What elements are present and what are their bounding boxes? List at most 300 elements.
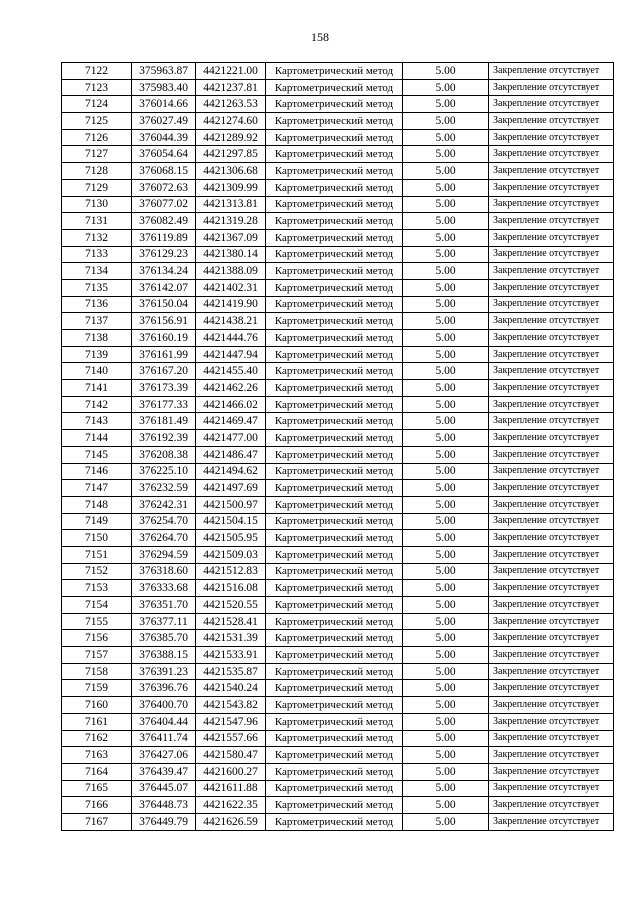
cell-point-number: 7141 bbox=[62, 380, 132, 397]
table-row bbox=[62, 229, 614, 246]
cell-accuracy: 5.00 bbox=[403, 263, 489, 280]
cell-accuracy: 5.00 bbox=[403, 597, 489, 614]
cell-coord-y: 4421274.60 bbox=[196, 113, 266, 130]
cell-coord-y: 4421388.09 bbox=[196, 263, 266, 280]
table-row bbox=[62, 413, 614, 430]
cell-coord-y: 4421580.47 bbox=[196, 747, 266, 764]
cell-method: Картометрический метод bbox=[266, 747, 403, 764]
cell-coord-y: 4421444.76 bbox=[196, 330, 266, 347]
cell-coord-x: 376150.04 bbox=[132, 296, 196, 313]
cell-coord-x: 376072.63 bbox=[132, 179, 196, 196]
cell-coord-x: 376445.07 bbox=[132, 780, 196, 797]
table-row bbox=[62, 113, 614, 130]
cell-fixation: Закрепление отсутствует bbox=[489, 330, 614, 347]
cell-accuracy: 5.00 bbox=[403, 146, 489, 163]
cell-fixation: Закрепление отсутствует bbox=[489, 713, 614, 730]
cell-point-number: 7157 bbox=[62, 647, 132, 664]
cell-method: Картометрический метод bbox=[266, 713, 403, 730]
cell-coord-x: 376225.10 bbox=[132, 463, 196, 480]
cell-coord-x: 376439.47 bbox=[132, 763, 196, 780]
cell-fixation: Закрепление отсутствует bbox=[489, 63, 614, 80]
cell-coord-x: 375983.40 bbox=[132, 79, 196, 96]
cell-coord-y: 4421547.96 bbox=[196, 713, 266, 730]
cell-fixation: Закрепление отсутствует bbox=[489, 363, 614, 380]
coordinates-table bbox=[61, 62, 614, 831]
cell-coord-x: 376173.39 bbox=[132, 380, 196, 397]
cell-method: Картометрический метод bbox=[266, 179, 403, 196]
table-row bbox=[62, 330, 614, 347]
cell-method: Картометрический метод bbox=[266, 213, 403, 230]
cell-coord-y: 4421600.27 bbox=[196, 763, 266, 780]
cell-coord-y: 4421505.95 bbox=[196, 530, 266, 547]
cell-fixation: Закрепление отсутствует bbox=[489, 680, 614, 697]
cell-method: Картометрический метод bbox=[266, 263, 403, 280]
cell-coord-x: 376077.02 bbox=[132, 196, 196, 213]
cell-method: Картометрический метод bbox=[266, 96, 403, 113]
cell-method: Картометрический метод bbox=[266, 813, 403, 830]
cell-coord-x: 376333.68 bbox=[132, 580, 196, 597]
cell-fixation: Закрепление отсутствует bbox=[489, 113, 614, 130]
cell-coord-x: 376129.23 bbox=[132, 246, 196, 263]
cell-fixation: Закрепление отсутствует bbox=[489, 146, 614, 163]
cell-method: Картометрический метод bbox=[266, 413, 403, 430]
cell-coord-y: 4421504.15 bbox=[196, 513, 266, 530]
table-row bbox=[62, 96, 614, 113]
cell-accuracy: 5.00 bbox=[403, 680, 489, 697]
cell-point-number: 7125 bbox=[62, 113, 132, 130]
table-row bbox=[62, 396, 614, 413]
cell-accuracy: 5.00 bbox=[403, 563, 489, 580]
cell-point-number: 7136 bbox=[62, 296, 132, 313]
cell-coord-y: 4421438.21 bbox=[196, 313, 266, 330]
cell-fixation: Закрепление отсутствует bbox=[489, 179, 614, 196]
cell-accuracy: 5.00 bbox=[403, 430, 489, 447]
cell-coord-x: 376427.06 bbox=[132, 747, 196, 764]
cell-method: Картометрический метод bbox=[266, 279, 403, 296]
cell-point-number: 7139 bbox=[62, 346, 132, 363]
cell-coord-x: 376411.74 bbox=[132, 730, 196, 747]
cell-accuracy: 5.00 bbox=[403, 380, 489, 397]
cell-method: Картометрический метод bbox=[266, 730, 403, 747]
table-row bbox=[62, 513, 614, 530]
cell-point-number: 7150 bbox=[62, 530, 132, 547]
cell-coord-y: 4421512.83 bbox=[196, 563, 266, 580]
cell-method: Картометрический метод bbox=[266, 563, 403, 580]
cell-fixation: Закрепление отсутствует bbox=[489, 96, 614, 113]
cell-accuracy: 5.00 bbox=[403, 513, 489, 530]
cell-point-number: 7152 bbox=[62, 563, 132, 580]
cell-coord-y: 4421516.08 bbox=[196, 580, 266, 597]
cell-coord-x: 376027.49 bbox=[132, 113, 196, 130]
cell-method: Картометрический метод bbox=[266, 396, 403, 413]
table-row bbox=[62, 363, 614, 380]
cell-fixation: Закрепление отсутствует bbox=[489, 296, 614, 313]
cell-fixation: Закрепление отсутствует bbox=[489, 213, 614, 230]
cell-point-number: 7155 bbox=[62, 613, 132, 630]
cell-point-number: 7154 bbox=[62, 597, 132, 614]
table-row bbox=[62, 380, 614, 397]
cell-accuracy: 5.00 bbox=[403, 647, 489, 664]
cell-fixation: Закрепление отсутствует bbox=[489, 79, 614, 96]
cell-coord-y: 4421535.87 bbox=[196, 663, 266, 680]
cell-coord-y: 4421313.81 bbox=[196, 196, 266, 213]
cell-accuracy: 5.00 bbox=[403, 747, 489, 764]
cell-point-number: 7138 bbox=[62, 330, 132, 347]
cell-point-number: 7123 bbox=[62, 79, 132, 96]
table-row bbox=[62, 813, 614, 830]
cell-point-number: 7144 bbox=[62, 430, 132, 447]
cell-method: Картометрический метод bbox=[266, 313, 403, 330]
cell-fixation: Закрепление отсутствует bbox=[489, 380, 614, 397]
cell-accuracy: 5.00 bbox=[403, 413, 489, 430]
cell-fixation: Закрепление отсутствует bbox=[489, 613, 614, 630]
cell-fixation: Закрепление отсутствует bbox=[489, 546, 614, 563]
cell-fixation: Закрепление отсутствует bbox=[489, 463, 614, 480]
cell-accuracy: 5.00 bbox=[403, 580, 489, 597]
cell-coord-x: 376294.59 bbox=[132, 546, 196, 563]
cell-accuracy: 5.00 bbox=[403, 446, 489, 463]
cell-point-number: 7127 bbox=[62, 146, 132, 163]
cell-coord-y: 4421531.39 bbox=[196, 630, 266, 647]
cell-coord-x: 376068.15 bbox=[132, 163, 196, 180]
cell-accuracy: 5.00 bbox=[403, 96, 489, 113]
cell-accuracy: 5.00 bbox=[403, 296, 489, 313]
cell-coord-y: 4421477.00 bbox=[196, 430, 266, 447]
cell-fixation: Закрепление отсутствует bbox=[489, 630, 614, 647]
cell-fixation: Закрепление отсутствует bbox=[489, 513, 614, 530]
cell-coord-x: 375963.87 bbox=[132, 63, 196, 80]
cell-point-number: 7129 bbox=[62, 179, 132, 196]
cell-point-number: 7165 bbox=[62, 780, 132, 797]
cell-coord-y: 4421557.66 bbox=[196, 730, 266, 747]
table-row bbox=[62, 480, 614, 497]
cell-coord-x: 376208.38 bbox=[132, 446, 196, 463]
cell-point-number: 7122 bbox=[62, 63, 132, 80]
cell-accuracy: 5.00 bbox=[403, 79, 489, 96]
cell-method: Картометрический метод bbox=[266, 780, 403, 797]
cell-method: Картометрический метод bbox=[266, 763, 403, 780]
cell-method: Картометрический метод bbox=[266, 446, 403, 463]
cell-coord-y: 4421447.94 bbox=[196, 346, 266, 363]
cell-point-number: 7153 bbox=[62, 580, 132, 597]
cell-method: Картометрический метод bbox=[266, 129, 403, 146]
cell-fixation: Закрепление отсутствует bbox=[489, 163, 614, 180]
table-row bbox=[62, 79, 614, 96]
cell-accuracy: 5.00 bbox=[403, 496, 489, 513]
cell-accuracy: 5.00 bbox=[403, 530, 489, 547]
cell-coord-y: 4421500.97 bbox=[196, 496, 266, 513]
cell-fixation: Закрепление отсутствует bbox=[489, 763, 614, 780]
cell-coord-y: 4421528.41 bbox=[196, 613, 266, 630]
cell-method: Картометрический метод bbox=[266, 797, 403, 814]
cell-accuracy: 5.00 bbox=[403, 129, 489, 146]
cell-fixation: Закрепление отсутствует bbox=[489, 697, 614, 714]
table-row bbox=[62, 146, 614, 163]
cell-accuracy: 5.00 bbox=[403, 179, 489, 196]
cell-fixation: Закрепление отсутствует bbox=[489, 730, 614, 747]
cell-coord-x: 376388.15 bbox=[132, 647, 196, 664]
cell-method: Картометрический метод bbox=[266, 480, 403, 497]
cell-fixation: Закрепление отсутствует bbox=[489, 279, 614, 296]
table-row bbox=[62, 246, 614, 263]
table-row bbox=[62, 296, 614, 313]
table-row bbox=[62, 713, 614, 730]
cell-fixation: Закрепление отсутствует bbox=[489, 346, 614, 363]
cell-fixation: Закрепление отсутствует bbox=[489, 196, 614, 213]
table-row bbox=[62, 313, 614, 330]
cell-coord-x: 376156.91 bbox=[132, 313, 196, 330]
cell-coord-y: 4421622.35 bbox=[196, 797, 266, 814]
cell-point-number: 7156 bbox=[62, 630, 132, 647]
cell-point-number: 7147 bbox=[62, 480, 132, 497]
cell-method: Картометрический метод bbox=[266, 163, 403, 180]
table-row bbox=[62, 279, 614, 296]
cell-point-number: 7166 bbox=[62, 797, 132, 814]
cell-coord-x: 376264.70 bbox=[132, 530, 196, 547]
cell-coord-y: 4421540.24 bbox=[196, 680, 266, 697]
table-row bbox=[62, 797, 614, 814]
cell-accuracy: 5.00 bbox=[403, 663, 489, 680]
cell-coord-x: 376192.39 bbox=[132, 430, 196, 447]
cell-method: Картометрический метод bbox=[266, 613, 403, 630]
page-number: 158 bbox=[311, 30, 329, 44]
table-row bbox=[62, 563, 614, 580]
cell-point-number: 7145 bbox=[62, 446, 132, 463]
cell-accuracy: 5.00 bbox=[403, 480, 489, 497]
cell-accuracy: 5.00 bbox=[403, 630, 489, 647]
cell-fixation: Закрепление отсутствует bbox=[489, 580, 614, 597]
cell-accuracy: 5.00 bbox=[403, 246, 489, 263]
table-row bbox=[62, 780, 614, 797]
cell-point-number: 7159 bbox=[62, 680, 132, 697]
cell-point-number: 7142 bbox=[62, 396, 132, 413]
cell-accuracy: 5.00 bbox=[403, 730, 489, 747]
table-row bbox=[62, 496, 614, 513]
cell-point-number: 7134 bbox=[62, 263, 132, 280]
cell-accuracy: 5.00 bbox=[403, 346, 489, 363]
cell-point-number: 7133 bbox=[62, 246, 132, 263]
cell-coord-y: 4421309.99 bbox=[196, 179, 266, 196]
cell-coord-x: 376142.07 bbox=[132, 279, 196, 296]
table-row bbox=[62, 430, 614, 447]
cell-coord-x: 376400.70 bbox=[132, 697, 196, 714]
cell-method: Картометрический метод bbox=[266, 296, 403, 313]
cell-point-number: 7158 bbox=[62, 663, 132, 680]
cell-method: Картометрический метод bbox=[266, 363, 403, 380]
cell-coord-y: 4421466.02 bbox=[196, 396, 266, 413]
table-row bbox=[62, 730, 614, 747]
cell-coord-y: 4421462.26 bbox=[196, 380, 266, 397]
cell-method: Картометрический метод bbox=[266, 597, 403, 614]
cell-coord-y: 4421380.14 bbox=[196, 246, 266, 263]
cell-point-number: 7143 bbox=[62, 413, 132, 430]
cell-point-number: 7161 bbox=[62, 713, 132, 730]
table-row bbox=[62, 213, 614, 230]
cell-coord-x: 376396.76 bbox=[132, 680, 196, 697]
cell-fixation: Закрепление отсутствует bbox=[489, 780, 614, 797]
cell-point-number: 7164 bbox=[62, 763, 132, 780]
cell-point-number: 7146 bbox=[62, 463, 132, 480]
cell-coord-x: 376449.79 bbox=[132, 813, 196, 830]
cell-coord-x: 376385.70 bbox=[132, 630, 196, 647]
cell-method: Картометрический метод bbox=[266, 647, 403, 664]
cell-point-number: 7151 bbox=[62, 546, 132, 563]
cell-method: Картометрический метод bbox=[266, 330, 403, 347]
table-row bbox=[62, 580, 614, 597]
cell-point-number: 7128 bbox=[62, 163, 132, 180]
table-row bbox=[62, 179, 614, 196]
cell-fixation: Закрепление отсутствует bbox=[489, 480, 614, 497]
cell-coord-y: 4421402.31 bbox=[196, 279, 266, 296]
cell-method: Картометрический метод bbox=[266, 496, 403, 513]
cell-coord-y: 4421419.90 bbox=[196, 296, 266, 313]
cell-accuracy: 5.00 bbox=[403, 763, 489, 780]
cell-fixation: Закрепление отсутствует bbox=[489, 129, 614, 146]
cell-fixation: Закрепление отсутствует bbox=[489, 229, 614, 246]
table-row bbox=[62, 747, 614, 764]
table-row bbox=[62, 196, 614, 213]
cell-method: Картометрический метод bbox=[266, 697, 403, 714]
cell-accuracy: 5.00 bbox=[403, 196, 489, 213]
cell-method: Картометрический метод bbox=[266, 196, 403, 213]
cell-method: Картометрический метод bbox=[266, 580, 403, 597]
cell-coord-y: 4421533.91 bbox=[196, 647, 266, 664]
cell-point-number: 7137 bbox=[62, 313, 132, 330]
cell-coord-y: 4421221.00 bbox=[196, 63, 266, 80]
cell-coord-y: 4421263.53 bbox=[196, 96, 266, 113]
cell-coord-y: 4421289.92 bbox=[196, 129, 266, 146]
table-row bbox=[62, 680, 614, 697]
cell-coord-y: 4421297.85 bbox=[196, 146, 266, 163]
cell-fixation: Закрепление отсутствует bbox=[489, 413, 614, 430]
cell-point-number: 7140 bbox=[62, 363, 132, 380]
cell-accuracy: 5.00 bbox=[403, 113, 489, 130]
table-row bbox=[62, 63, 614, 80]
cell-coord-x: 376014.66 bbox=[132, 96, 196, 113]
cell-accuracy: 5.00 bbox=[403, 163, 489, 180]
cell-coord-x: 376119.89 bbox=[132, 229, 196, 246]
cell-fixation: Закрепление отсутствует bbox=[489, 496, 614, 513]
cell-method: Картометрический метод bbox=[266, 79, 403, 96]
table-row bbox=[62, 647, 614, 664]
cell-coord-y: 4421237.81 bbox=[196, 79, 266, 96]
cell-coord-y: 4421626.59 bbox=[196, 813, 266, 830]
cell-coord-x: 376391.23 bbox=[132, 663, 196, 680]
cell-fixation: Закрепление отсутствует bbox=[489, 246, 614, 263]
cell-point-number: 7148 bbox=[62, 496, 132, 513]
cell-accuracy: 5.00 bbox=[403, 396, 489, 413]
cell-method: Картометрический метод bbox=[266, 246, 403, 263]
table-row bbox=[62, 446, 614, 463]
cell-coord-x: 376232.59 bbox=[132, 480, 196, 497]
cell-coord-y: 4421306.68 bbox=[196, 163, 266, 180]
cell-fixation: Закрепление отсутствует bbox=[489, 663, 614, 680]
cell-point-number: 7160 bbox=[62, 697, 132, 714]
cell-coord-x: 376134.24 bbox=[132, 263, 196, 280]
cell-coord-x: 376082.49 bbox=[132, 213, 196, 230]
cell-fixation: Закрепление отсутствует bbox=[489, 430, 614, 447]
cell-method: Картометрический метод bbox=[266, 229, 403, 246]
cell-coord-x: 376254.70 bbox=[132, 513, 196, 530]
table-row bbox=[62, 597, 614, 614]
cell-fixation: Закрепление отсутствует bbox=[489, 813, 614, 830]
cell-coord-x: 376318.60 bbox=[132, 563, 196, 580]
cell-accuracy: 5.00 bbox=[403, 313, 489, 330]
cell-fixation: Закрепление отсутствует bbox=[489, 797, 614, 814]
cell-point-number: 7131 bbox=[62, 213, 132, 230]
table-row bbox=[62, 697, 614, 714]
cell-method: Картометрический метод bbox=[266, 380, 403, 397]
cell-coord-x: 376044.39 bbox=[132, 129, 196, 146]
cell-method: Картометрический метод bbox=[266, 146, 403, 163]
table-row bbox=[62, 263, 614, 280]
cell-point-number: 7130 bbox=[62, 196, 132, 213]
cell-coord-x: 376161.99 bbox=[132, 346, 196, 363]
cell-coord-x: 376404.44 bbox=[132, 713, 196, 730]
cell-point-number: 7162 bbox=[62, 730, 132, 747]
cell-coord-y: 4421455.40 bbox=[196, 363, 266, 380]
cell-fixation: Закрепление отсутствует bbox=[489, 396, 614, 413]
cell-method: Картометрический метод bbox=[266, 680, 403, 697]
cell-accuracy: 5.00 bbox=[403, 697, 489, 714]
cell-coord-x: 376160.19 bbox=[132, 330, 196, 347]
table-row bbox=[62, 613, 614, 630]
cell-method: Картометрический метод bbox=[266, 513, 403, 530]
cell-coord-y: 4421509.03 bbox=[196, 546, 266, 563]
cell-fixation: Закрепление отсутствует bbox=[489, 263, 614, 280]
cell-fixation: Закрепление отсутствует bbox=[489, 563, 614, 580]
cell-accuracy: 5.00 bbox=[403, 463, 489, 480]
cell-coord-y: 4421611.88 bbox=[196, 780, 266, 797]
cell-coord-y: 4421486.47 bbox=[196, 446, 266, 463]
cell-accuracy: 5.00 bbox=[403, 613, 489, 630]
cell-fixation: Закрепление отсутствует bbox=[489, 647, 614, 664]
cell-coord-y: 4421367.09 bbox=[196, 229, 266, 246]
table-row bbox=[62, 346, 614, 363]
cell-method: Картометрический метод bbox=[266, 463, 403, 480]
cell-coord-x: 376177.33 bbox=[132, 396, 196, 413]
cell-fixation: Закрепление отсутствует bbox=[489, 530, 614, 547]
cell-method: Картометрический метод bbox=[266, 346, 403, 363]
cell-point-number: 7149 bbox=[62, 513, 132, 530]
table-row bbox=[62, 663, 614, 680]
cell-point-number: 7135 bbox=[62, 279, 132, 296]
cell-coord-y: 4421497.69 bbox=[196, 480, 266, 497]
cell-accuracy: 5.00 bbox=[403, 797, 489, 814]
cell-fixation: Закрепление отсутствует bbox=[489, 597, 614, 614]
table-row bbox=[62, 129, 614, 146]
cell-coord-x: 376242.31 bbox=[132, 496, 196, 513]
table-row bbox=[62, 630, 614, 647]
cell-coord-x: 376377.11 bbox=[132, 613, 196, 630]
cell-point-number: 7124 bbox=[62, 96, 132, 113]
cell-coord-y: 4421543.82 bbox=[196, 697, 266, 714]
cell-method: Картометрический метод bbox=[266, 430, 403, 447]
cell-method: Картометрический метод bbox=[266, 630, 403, 647]
table-row bbox=[62, 463, 614, 480]
cell-fixation: Закрепление отсутствует bbox=[489, 446, 614, 463]
cell-accuracy: 5.00 bbox=[403, 813, 489, 830]
cell-method: Картометрический метод bbox=[266, 663, 403, 680]
cell-coord-y: 4421319.28 bbox=[196, 213, 266, 230]
cell-fixation: Закрепление отсутствует bbox=[489, 747, 614, 764]
cell-coord-y: 4421494.62 bbox=[196, 463, 266, 480]
cell-coord-x: 376181.49 bbox=[132, 413, 196, 430]
cell-accuracy: 5.00 bbox=[403, 63, 489, 80]
table-row bbox=[62, 546, 614, 563]
cell-fixation: Закрепление отсутствует bbox=[489, 313, 614, 330]
cell-accuracy: 5.00 bbox=[403, 780, 489, 797]
